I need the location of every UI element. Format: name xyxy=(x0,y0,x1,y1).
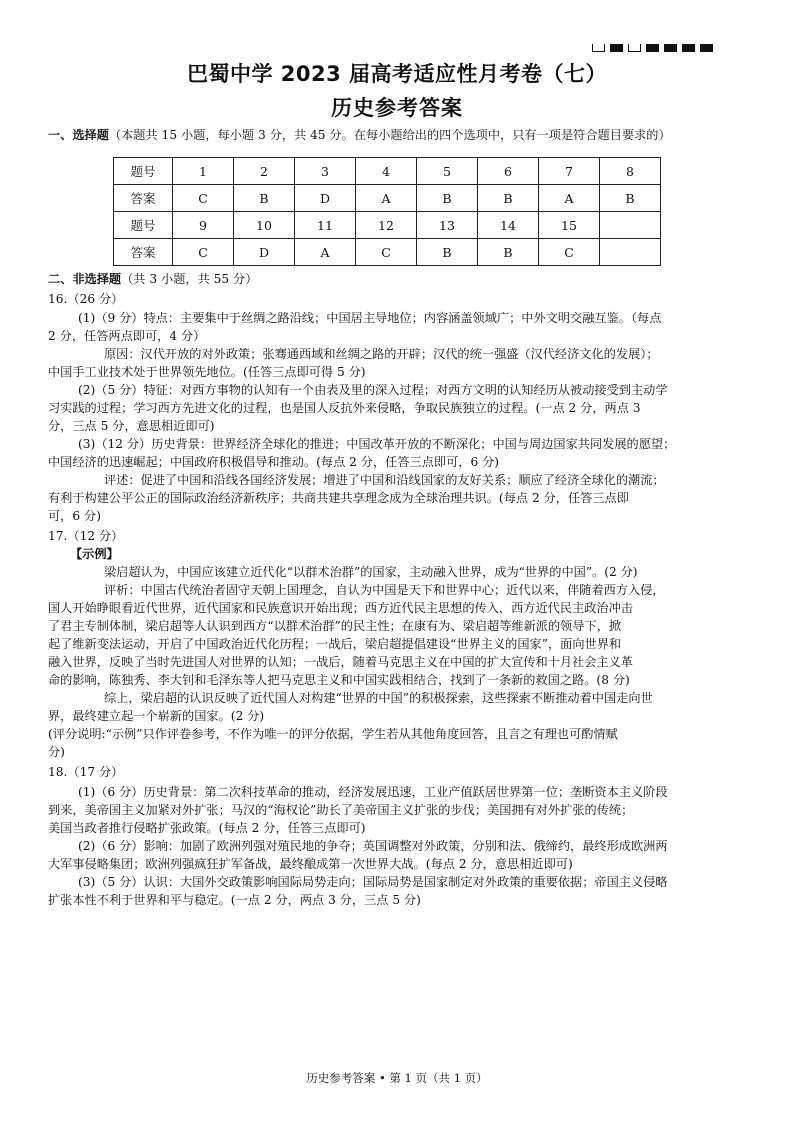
answer-table-cell: B xyxy=(600,185,661,212)
answer-table-cell: 15 xyxy=(539,212,600,239)
answer-table-cell: 9 xyxy=(173,212,234,239)
answer-table-cell: 10 xyxy=(234,212,295,239)
q17-line: 评析：中国古代统治者固守天朝上国理念，自认为中国是天下和世界中心；近代以来，伴随着西方入侵， xyxy=(104,583,665,597)
q16-part3-line: (3)（12 分）历史背景：世界经济全球化的推进；中国改革开放的不断深化；中国与周边国家共同发展的愿望； xyxy=(78,437,676,451)
q18-part3-line: (3)（5 分）认识：大国外交政策影响国际局势走向；国际局势是国家制定对外政策的重要依据；帝国主义侵略 xyxy=(78,875,668,889)
answer-table-cell: C xyxy=(173,185,234,212)
header-mark xyxy=(628,44,641,52)
answer-table-row xyxy=(114,158,661,185)
answer-table-cell: C xyxy=(539,239,600,266)
q17-heading: 17.（12 分） xyxy=(48,529,124,543)
section1-desc: （本题共 15 小题，每小题 3 分，共 45 分。在每小题给出的四个选项中，只有一项是符合题目要求的） xyxy=(108,128,671,142)
q18-part1-line: 到来，美帝国主义加紧对外扩张；马汉的“海权论”助长了美帝国主义扩张的步伐；美国拥有对外扩张的传统； xyxy=(48,803,634,817)
q16-part3-line: 可，6 分) xyxy=(48,509,101,523)
q16-part1-line: 2 分，任答两点即可，4 分） xyxy=(48,329,206,343)
header-mark xyxy=(592,44,605,52)
q18-part2-line: (2)（6 分）影响：加剧了欧洲列强对殖民地的争夺；英国调整对外政策，分别和法、俄缔约，最终形成欧洲两 xyxy=(78,839,668,853)
answer-table-cell: 1 xyxy=(173,158,234,185)
q16-part2-line: 分，三点 5 分，意思相近即可) xyxy=(48,419,215,433)
q16-part2-line: 习实践的过程；学习西方先进文化的过程，也是国人反抗外来侵略，争取民族独立的过程。(一点 2 分，两点 3 xyxy=(48,401,641,415)
q17-scoring-note: 分) xyxy=(48,745,65,759)
section2-heading: 二、非选择题 xyxy=(48,272,122,286)
answer-table-cell: B xyxy=(234,185,295,212)
answer-table-row xyxy=(114,212,661,239)
answer-table-cell: 8 xyxy=(600,158,661,185)
q18-heading: 18.（17 分） xyxy=(48,765,124,779)
answer-table-cell: 4 xyxy=(356,158,417,185)
q17-line: 界，最终建立起一个崭新的国家。(2 分) xyxy=(48,709,265,723)
answer-table-row xyxy=(114,239,661,266)
q17-example-label: 【示例】 xyxy=(70,547,119,561)
answer-table-cell: 6 xyxy=(478,158,539,185)
answer-table-cell: B xyxy=(478,185,539,212)
q18-part3-line: 扩张本性不利于世界和平与稳定。(一点 2 分，两点 3 分，三点 5 分) xyxy=(48,893,421,907)
answer-table-cell: B xyxy=(417,185,478,212)
q16-part2-line: (2)（5 分）特征：对西方事物的认知有一个由表及里的深入过程；对西方文明的认知经历从被动接受到主动学 xyxy=(78,383,668,397)
answer-table-cell: A xyxy=(295,239,356,266)
answer-table-cell: 14 xyxy=(478,212,539,239)
header-mark xyxy=(646,44,659,52)
answer-table-cell xyxy=(600,212,661,239)
header-marks xyxy=(592,44,713,52)
q17-line: 融入世界，反映了当时先进国人对世界的认知；一战后，随着马克思主义在中国的扩大宣传和十月社会主义革 xyxy=(48,655,633,669)
answer-table-cell: C xyxy=(356,239,417,266)
q16-part3-line: 评述：促进了中国和沿线各国经济发展；增进了中国和沿线国家的友好关系；顺应了经济全球化的潮流； xyxy=(104,473,665,487)
q16-part1-line: 中国手工业技术处于世界领先地位。(任答三点即可得 5 分) xyxy=(48,365,366,379)
answer-table-cell: 11 xyxy=(295,212,356,239)
section1-heading: 一、选择题 xyxy=(48,128,109,142)
answer-table-cell: A xyxy=(356,185,417,212)
page-footer: 历史参考答案 • 第 1 页（共 1 页） xyxy=(306,1071,488,1085)
section2-desc: （共 3 小题，共 55 分） xyxy=(121,272,258,286)
q16-part1-line: (1)（9 分）特点：主要集中于丝绸之路沿线；中国居主导地位；内容涵盖领域广；中外文明交融互鉴。（每点 xyxy=(78,311,662,325)
answer-table-cell xyxy=(600,239,661,266)
q17-scoring-note: (评分说明:“示例”只作评卷参考，不作为唯一的评分依据，学生若从其他角度回答，且言之有理也可酌情赋 xyxy=(48,727,618,741)
page-subtitle: 历史参考答案 xyxy=(331,96,463,120)
q17-line: 命的影响，陈独秀、李大钊和毛泽东等人把马克思主义和中国实践相结合，找到了一条新的救国之路。(8 分) xyxy=(48,673,630,687)
answer-table-cell: B xyxy=(478,239,539,266)
answer-table-cell: B xyxy=(417,239,478,266)
q16-part3-line: 中国经济的迅速崛起；中国政府积极倡导和推动。(每点 2 分，任答三点即可，6 分) xyxy=(48,455,500,469)
answer-table-cell: 7 xyxy=(539,158,600,185)
answer-table-row-header: 题号 xyxy=(114,158,173,185)
answer-table-cell: 3 xyxy=(295,158,356,185)
answer-table-row-header: 答案 xyxy=(114,185,173,212)
header-mark xyxy=(610,44,623,52)
q17-line: 综上，梁启超的认识反映了近代国人对构建“世界的中国”的积极探索，这些探索不断推动着中国走向世 xyxy=(104,691,653,705)
q18-part2-line: 大军事侵略集团；欧洲列强疯狂扩军备战，最终酿成第一次世界大战。(每点 2 分，意思相近即可) xyxy=(48,857,573,871)
q18-part1-line: 美国当政者推行侵略扩张政策。(每点 2 分，任答三点即可) xyxy=(48,821,366,835)
answer-table-cell: C xyxy=(173,239,234,266)
q16-heading: 16.（26 分） xyxy=(48,292,124,306)
answer-table-cell: D xyxy=(295,185,356,212)
answer-table-row xyxy=(114,185,661,212)
answer-table xyxy=(113,157,661,266)
answer-table-cell: 5 xyxy=(417,158,478,185)
section1-line xyxy=(48,126,760,144)
answer-table-cell: A xyxy=(539,185,600,212)
answer-table-row-header: 题号 xyxy=(114,212,173,239)
q16-part1-line: 原因：汉代开放的对外政策；张骞通西域和丝绸之路的开辟；汉代的统一强盛（汉代经济文化的发展）； xyxy=(104,347,659,361)
answer-table-cell: 13 xyxy=(417,212,478,239)
page-title: 巴蜀中学 2023 届高考适应性月考卷（七） xyxy=(186,62,608,86)
q17-line: 了君主专制体制，梁启超等人认识到西方“以群术治群”的民主性；在康有为、梁启超等维新派的领导下，掀 xyxy=(48,619,622,633)
answer-table-cell: 2 xyxy=(234,158,295,185)
q17-line: 梁启超认为，中国应该建立近代化“以群术治群”的国家，主动融入世界，成为“世界的中国”。(2 分) xyxy=(104,565,638,579)
answer-table-row-header: 答案 xyxy=(114,239,173,266)
answer-table-cell: 12 xyxy=(356,212,417,239)
answer-table-cell: D xyxy=(234,239,295,266)
q18-part1-line: (1)（6 分）历史背景：第二次科技革命的推动，经济发展迅速，工业产值跃居世界第一位；垄断资本主义阶段 xyxy=(78,785,668,799)
q17-line: 国人开始睁眼看近代世界，近代国家和民族意识开始出现；西方近代民主思想的传入，西方近代民主政治冲击 xyxy=(48,601,633,615)
section2-line xyxy=(48,270,760,288)
q16-part3-line: 有利于构建公平公正的国际政治经济新秩序；共商共建共享理念成为全球治理共识。(每点 2 分，任答三点即 xyxy=(48,491,629,505)
q17-line: 起了维新变法运动，开启了中国政治近代化历程；一战后，梁启超提倡建设“世界主义的国家”，面向世界和 xyxy=(48,637,622,651)
header-mark xyxy=(682,44,695,52)
header-mark xyxy=(700,44,713,52)
header-mark xyxy=(664,44,677,52)
